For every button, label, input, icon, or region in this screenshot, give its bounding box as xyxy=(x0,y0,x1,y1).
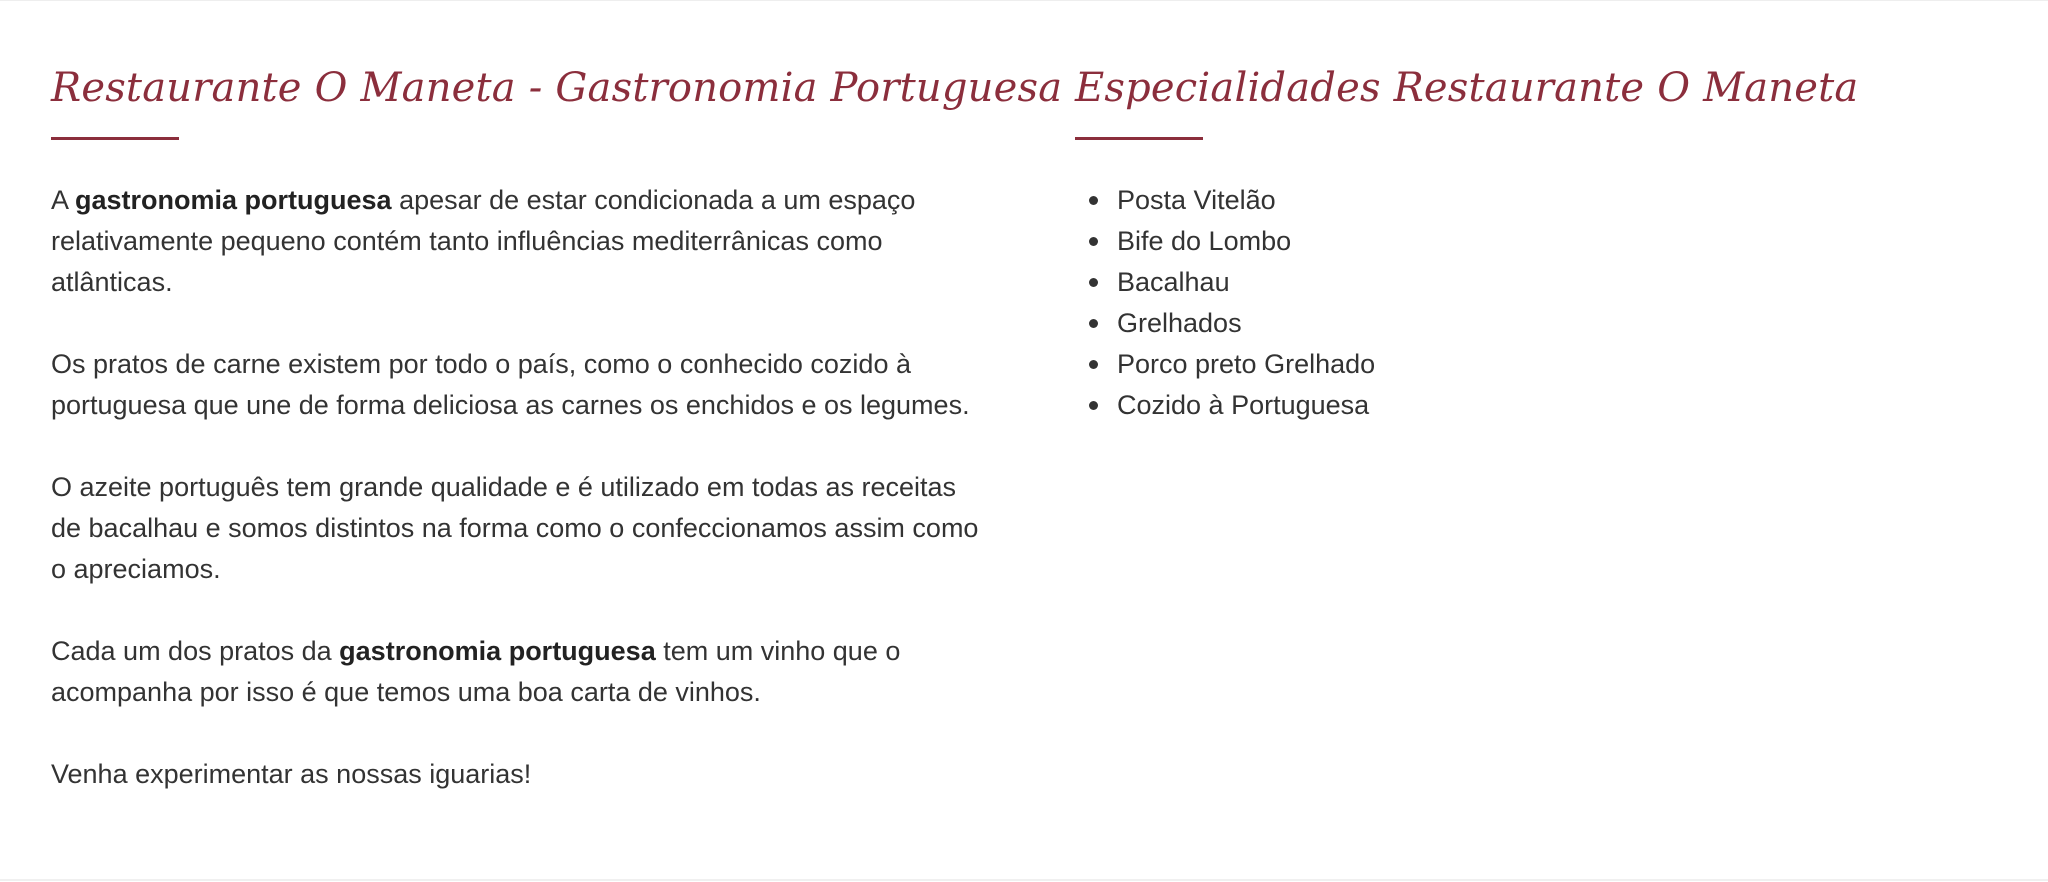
title-underline xyxy=(1075,137,1203,140)
gastronomy-section xyxy=(51,59,1063,836)
list-item: Bife do Lombo xyxy=(1075,221,1975,262)
paragraph-text: tem um vinho que o acompanha por isso é que temos uma boa carta de vinhos. xyxy=(51,636,901,707)
paragraph-olive-oil: O azeite português tem grande qualidade e é utilizado em todas as receitas de bacalhau e somos distintos na forma como o confeccionamos assim como o apreciamos. xyxy=(51,472,979,584)
specialties-section xyxy=(1075,59,1975,426)
paragraph-invitation: Venha experimentar as nossas iguarias! xyxy=(51,759,532,789)
paragraph-wine xyxy=(51,631,981,713)
paragraph-intro xyxy=(51,180,981,303)
page-content xyxy=(0,1,2048,881)
paragraph-text: Cada um dos pratos da xyxy=(51,636,340,666)
list-item: Posta Vitelão xyxy=(1075,180,1975,221)
specialties-list xyxy=(1075,180,1975,426)
paragraph-text: apesar de estar condicionada a um espaço relativamente pequeno contém tanto influências mediterrânicas como atlânticas. xyxy=(51,185,916,297)
bold-keyword: gastronomia portuguesa xyxy=(75,185,392,215)
bold-keyword: gastronomia portuguesa xyxy=(339,636,656,666)
specialties-title: Especialidades Restaurante O Maneta xyxy=(1075,65,1859,111)
title-underline xyxy=(51,137,179,140)
list-item: Cozido à Portuguesa xyxy=(1075,385,1975,426)
list-item: Grelhados xyxy=(1075,303,1975,344)
gastronomy-title: Restaurante O Maneta - Gastronomia Portuguesa xyxy=(51,65,1063,111)
paragraph-meat-dishes: Os pratos de carne existem por todo o país, como o conhecido cozido à portuguesa que une de forma deliciosa as carnes os enchidos e os legumes. xyxy=(51,349,970,420)
paragraph-text: A xyxy=(51,185,76,215)
list-item: Porco preto Grelhado xyxy=(1075,344,1975,385)
list-item: Bacalhau xyxy=(1075,262,1975,303)
